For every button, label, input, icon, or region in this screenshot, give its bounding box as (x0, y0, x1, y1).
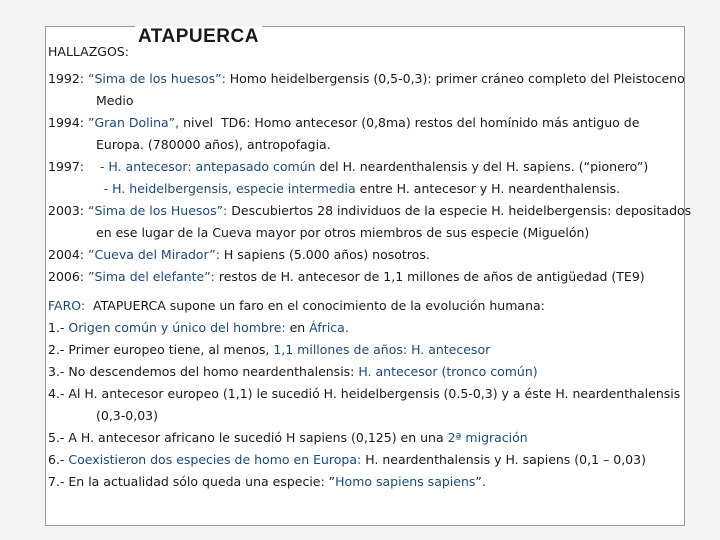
hallazgo-line (48, 244, 713, 266)
faro-list (48, 295, 713, 493)
text-segment: Medio (96, 93, 134, 108)
faro-item (48, 383, 713, 405)
highlighted-text: - H. heidelbergensis, especie intermedia (103, 181, 356, 196)
faro-item (48, 427, 713, 449)
hallazgo-line (48, 90, 713, 112)
text-segment: ATAPUERCA supone un faro en el conocimiento de la evolución humana: (85, 298, 545, 313)
faro-heading (48, 295, 713, 317)
highlighted-text: “Sima de los Huesos”: (88, 203, 228, 218)
text-segment: 1994: (48, 115, 88, 130)
text-segment: H sapiens (5.000 años) nosotros. (219, 247, 430, 262)
text-segment: Descubiertos 28 individuos de la especie H. heidelbergensis: depositados (227, 203, 692, 218)
slide-title: ATAPUERCA (135, 26, 262, 48)
text-segment: ”. (475, 474, 486, 489)
text-segment: 2004: (48, 247, 88, 262)
faro-item (48, 339, 713, 361)
faro-item (48, 471, 713, 493)
text-segment: 1992: (48, 71, 88, 86)
slide-content (48, 68, 713, 493)
faro-item (48, 317, 713, 339)
text-segment: nivel TD6: Homo antecesor (0,8ma) restos del homínido más antiguo de (179, 115, 640, 130)
text-segment: restos de H. antecesor de 1,1 millones de años de antigüedad (TE9) (214, 269, 645, 284)
hallazgo-line (48, 200, 713, 222)
faro-item (48, 449, 713, 471)
hallazgo-line (48, 266, 713, 288)
highlighted-text: ”Cueva del Mirador”: (88, 247, 220, 262)
hallazgo-line (48, 178, 713, 200)
text-segment: entre H. antecesor y H. neardenthalensis. (355, 181, 621, 196)
highlighted-text: H. antecesor (411, 342, 491, 357)
hallazgos-list (48, 68, 713, 288)
hallazgo-line (48, 68, 713, 90)
faro-item (48, 405, 713, 427)
text-segment: 2003: (48, 203, 88, 218)
highlighted-text: “Sima de los huesos”: (88, 71, 226, 86)
highlighted-text: Homo sapiens sapiens (335, 474, 476, 489)
text-segment: 2.- Primer europeo tiene, al menos, (48, 342, 274, 357)
text-segment: 5.- A H. antecesor africano le sucedió H sapiens (0,125) en una (48, 430, 448, 445)
highlighted-text: H. antecesor (tronco común) (358, 364, 538, 379)
highlighted-text: Origen común y único del hombre: (68, 320, 286, 335)
highlighted-text: 1,1 millones de años: (273, 342, 408, 357)
text-segment: 3.- No descendemos del homo neardenthalensis: (48, 364, 359, 379)
hallazgo-line (48, 134, 713, 156)
highlighted-text: - H. antecesor: antepasado común (99, 159, 316, 174)
highlighted-text: África. (309, 320, 349, 335)
hallazgo-line (48, 156, 713, 178)
text-segment: 4.- Al H. antecesor europeo (1,1) le sucedió H. heidelbergensis (0.5-0,3) y a éste H. neardenthalensis (48, 386, 681, 401)
text-segment: 2006: (48, 269, 88, 284)
highlighted-text: ”Gran Dolina”, (88, 115, 180, 130)
highlighted-text: 2ª migración (447, 430, 528, 445)
hallazgo-line (48, 112, 713, 134)
text-segment: 6.- (48, 452, 69, 467)
highlighted-text: FARO: (48, 298, 86, 313)
highlighted-text: ”Sima del elefante”: (88, 269, 215, 284)
text-segment (48, 181, 104, 196)
text-segment: 7.- En la actualidad sólo queda una especie: ” (48, 474, 336, 489)
text-segment: 1997: (48, 159, 100, 174)
text-segment: Homo heidelbergensis (0,5-0,3): primer cráneo completo del Pleistoceno (225, 71, 685, 86)
text-segment: (0,3-0,03) (96, 408, 158, 423)
faro-item (48, 361, 713, 383)
text-segment: en (285, 320, 310, 335)
text-segment: 1.- (48, 320, 69, 335)
text-segment: del H. neardenthalensis y del H. sapiens. (“pionero”) (315, 159, 649, 174)
text-segment: en ese lugar de la Cueva mayor por otros miembros de sus especie (Miguelón) (96, 225, 590, 240)
hallazgos-label: HALLAZGOS: (48, 44, 129, 59)
hallazgo-line (48, 222, 713, 244)
highlighted-text: Coexistieron dos especies de homo en Europa: (68, 452, 362, 467)
text-segment: H. neardenthalensis y H. sapiens (0,1 – 0,03) (361, 452, 646, 467)
text-segment: Europa. (780000 años), antropofagia. (96, 137, 331, 152)
